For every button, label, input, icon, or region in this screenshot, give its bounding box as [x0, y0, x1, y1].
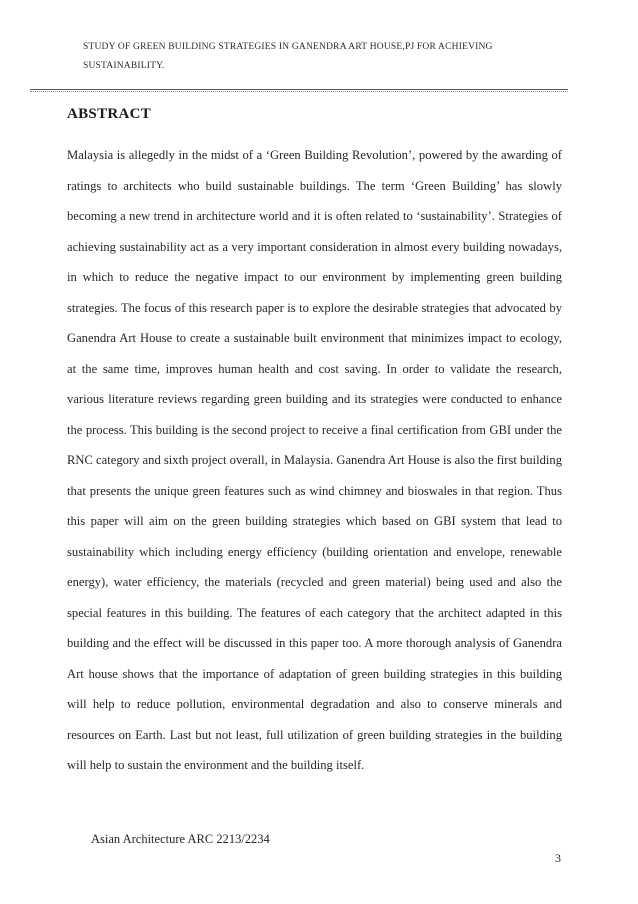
header-divider-dotted [30, 91, 568, 92]
header-divider [30, 89, 568, 90]
running-header [83, 38, 543, 76]
header-title-line-1: STUDY OF GREEN BUILDING STRATEGIES IN GANENDRA ART HOUSE,PJ FOR ACHIEVING [83, 42, 493, 52]
section-heading: ABSTRACT [67, 106, 152, 122]
page-number: 3 [555, 851, 561, 865]
header-title-line-2: SUSTAINABILITY. [83, 61, 165, 71]
footer-course-label: Asian Architecture ARC 2213/2234 [91, 832, 270, 846]
abstract-paragraph: Malaysia is allegedly in the midst of a ‘Green Building Revolution’, powered by the awarding of ratings to architects who build sustainable buildings. The term ‘Green Building’ has slowly becoming a new trend in architecture world and it is often related to ‘sustainability’. Strategies of achieving sustainability act as a very important consideration in almost every building nowadays, in which to reduce the negative impact to our environment by implementing green building strategies. The focus of this research paper is to explore the desirable strategies that advocated by Ganendra Art House to create a sustainable built environment that minimizes impact to ecology, at the same time, improves human health and cost saving. In order to validate the research, various literature reviews regarding green building and its strategies were conducted to enhance the process. This building is the second project to receive a final certification from GBI under the RNC category and sixth project overall, in Malaysia. Ganendra Art House is also the first building that presents the unique green features such as wind chimney and bioswales in that region. Thus this paper will aim on the green building strategies which based on GBI system that lead to sustainability which including energy efficiency (building orientation and envelope, renewable energy), water efficiency, the materials (recycled and green material) being used and also the special features in this building. The features of each category that the architect adapted in this building and the effect will be discussed in this paper too. A more thorough analysis of Ganendra Art house shows that the importance of adaptation of green building strategies in this building will help to reduce pollution, environmental degradation and also to conserve minerals and resources on Earth. Last but not least, full utilization of green building strategies in the building will help to sustain the environment and the building itself. [67, 148, 562, 772]
